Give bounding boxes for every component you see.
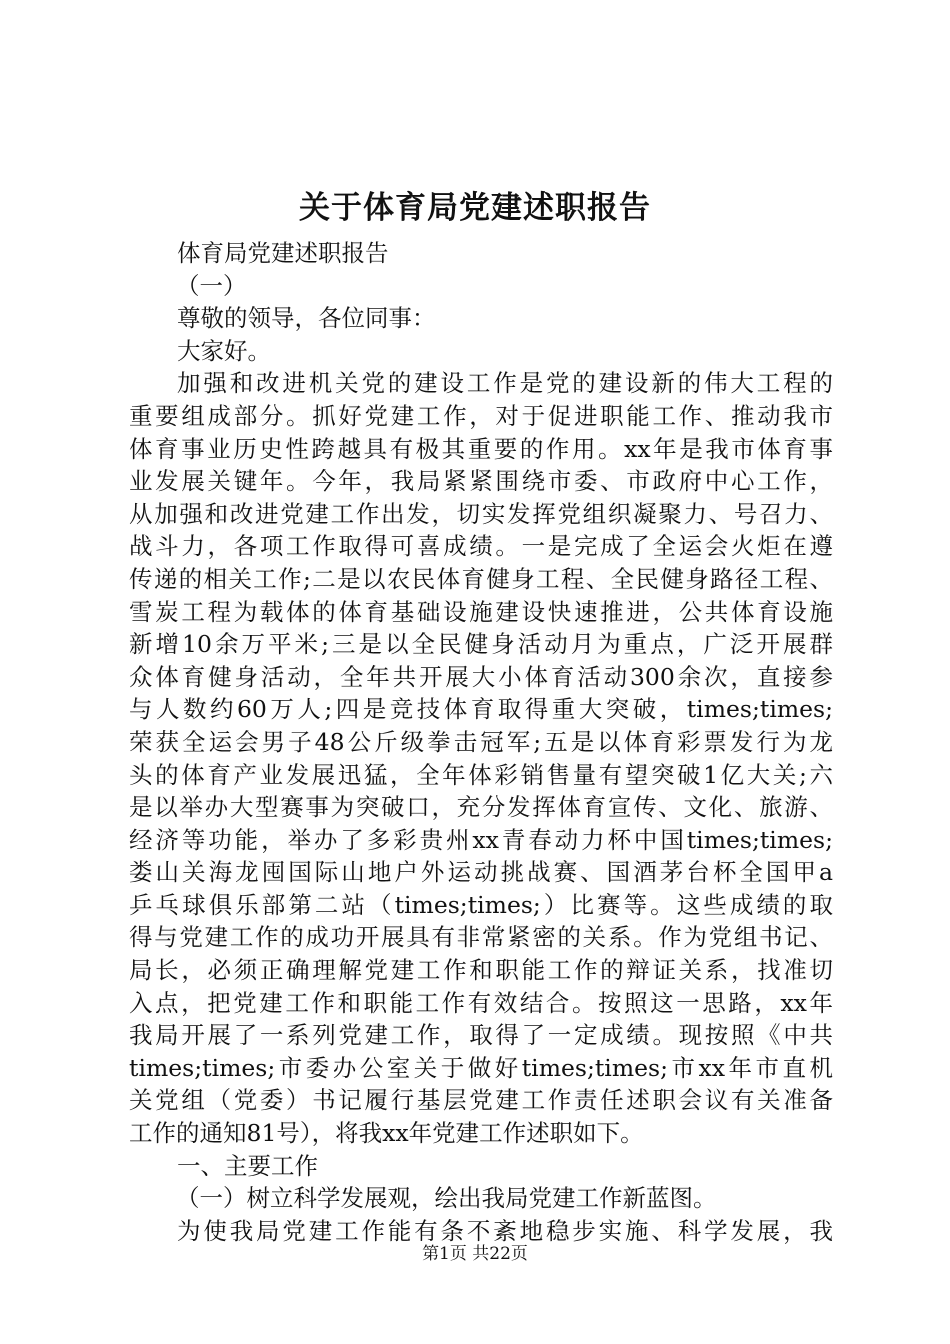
document-body [129,237,833,1247]
body-line-greeting: 大家好。 [177,336,271,365]
body-line: 工作的通知81号），将我xx年党建工作述职如下。 [129,1119,644,1148]
body-line-salutation: 尊敬的领导，各位同事： [177,304,436,333]
body-line: 业发展关键年。今年，我局紧紧围绕市委、市政府中心工作， [129,467,833,496]
body-line: 雪炭工程为载体的体育基础设施建设快速推进，公共体育设施 [129,597,833,626]
body-line: times;times;市委办公室关于做好times;times;市xx年市直机 [129,1053,833,1082]
body-line: 荣获全运会男子48公斤级拳击冠军;五是以体育彩票发行为龙 [129,727,833,756]
body-line: 头的体育产业发展迅猛，全年体彩销售量有望突破1亿大关;六 [129,760,833,789]
subsection-heading: （一）树立科学发展观，绘出我局党建工作新蓝图。 [176,1184,717,1213]
body-line: 局长，必须正确理解党建工作和职能工作的辩证关系，找准切 [129,956,833,985]
body-line: 关党组（党委）书记履行基层党建工作责任述职会议有关准备 [129,1086,833,1115]
section-heading: 一、主要工作 [177,1151,318,1180]
body-line: 体育事业历史性跨越具有极其重要的作用。xx年是我市体育事 [129,434,833,463]
body-line: 娄山关海龙囤国际山地户外运动挑战赛、国酒茅台杯全国甲a [129,858,833,887]
body-line-section-number: （一） [176,271,247,300]
body-line: 为使我局党建工作能有条不紊地稳步实施、科学发展，我 [177,1216,833,1245]
body-line: 入点，把党建工作和职能工作有效结合。按照这一思路，xx年 [129,988,833,1017]
body-line: 重要组成部分。抓好党建工作，对于促进职能工作、推动我市 [129,401,833,430]
body-line: 传递的相关工作;二是以农民体育健身工程、全民健身路径工程、 [129,564,833,593]
body-line: 是以举办大型赛事为突破口，充分发挥体育宣传、文化、旅游、 [129,793,833,822]
document-title: 关于体育局党建述职报告 [299,190,651,226]
body-line: 与人数约60万人;四是竞技体育取得重大突破，times;times; [129,695,833,724]
body-line: 得与党建工作的成功开展具有非常紧密的关系。作为党组书记、 [129,923,833,952]
body-line: 众体育健身活动，全年共开展大小体育活动300余次，直接参 [129,662,833,691]
body-line: 从加强和改进党建工作出发，切实发挥党组织凝聚力、号召力、 [129,499,833,528]
body-line-subtitle: 体育局党建述职报告 [177,239,389,267]
body-line: 战斗力，各项工作取得可喜成绩。一是完成了全运会火炬在遵 [129,532,833,561]
body-line: 加强和改进机关党的建设工作是党的建设新的伟大工程的 [177,369,833,398]
body-line: 乒乓球俱乐部第二站（times;times;）比赛等。这些成绩的取 [129,890,833,919]
body-line: 经济等功能，举办了多彩贵州xx青春动力杯中国times;times; [129,825,833,854]
body-line: 我局开展了一系列党建工作，取得了一定成绩。现按照《中共 [129,1021,833,1050]
body-line: 新增10余万平米;三是以全民健身活动月为重点，广泛开展群 [129,630,833,659]
page-footer: 第1页 共22页 [422,1244,528,1264]
